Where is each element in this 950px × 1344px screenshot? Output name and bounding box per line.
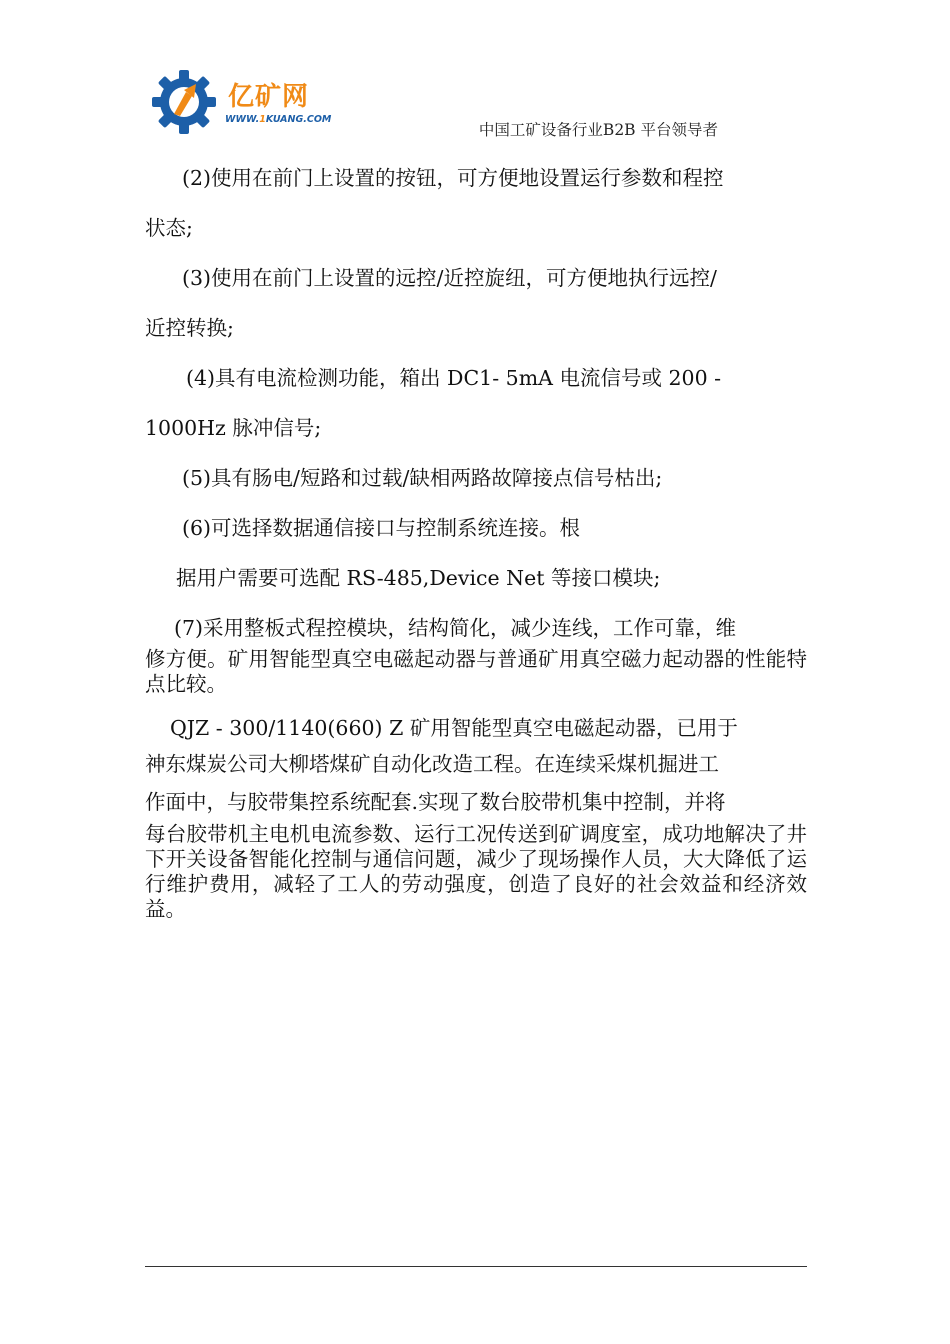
- paragraph-3-line-1: (3)使用在前门上设置的远控/近控旋纽，可方便地执行远控/: [182, 266, 717, 290]
- paragraph-6-line-2: 据用户需要可选配 RS-485,Device Net 等接口模块;: [176, 566, 661, 590]
- footer-divider: [145, 1266, 807, 1267]
- qjz-paragraph-line-3: 作面中，与胶带集控系统配套.实现了数台胶带机集中控制，并将: [145, 790, 726, 814]
- qjz-paragraph-continuation: 每台胶带机主电机电流参数、运行工况传送到矿调度室，成功地解决了井下开关设备智能化控制与通信问题，减少了现场操作人员，大大降低了运行维护费用，减轻了工人的劳动强度，创造了良好的社会效益和经济效益。: [145, 822, 807, 921]
- paragraph-4-line-1: (4)具有电流检测功能，箱出 DC1- 5mA 电流信号或 200 -: [186, 366, 722, 390]
- gear-icon: [150, 68, 222, 140]
- header-tagline: 中国工矿设备行业B2B 平台领导者: [478, 121, 718, 139]
- brand-name: 亿矿网: [228, 82, 310, 112]
- paragraph-7-continuation: 修方便。矿用智能型真空电磁起动器与普通矿用真空磁力起动器的性能特点比较。: [145, 647, 807, 696]
- paragraph-4-line-2: 1000Hz 脉冲信号;: [145, 416, 322, 440]
- paragraph-6-line-1: (6)可选择数据通信接口与控制系统连接。根: [182, 516, 581, 540]
- brand-url: WWW.1KUANG.COM: [225, 114, 332, 125]
- paragraph-5: (5)具有肠电/短路和过载/缺相两路故障接点信号枯出;: [182, 466, 663, 490]
- qjz-paragraph-line-1: QJZ - 300/1140(660) Z 矿用智能型真空电磁起动器，已用于: [170, 716, 738, 740]
- yikuang-logo: [150, 68, 340, 138]
- paragraph-2-line-1: (2)使用在前门上设置的按钮，可方便地设置运行参数和程控: [182, 166, 724, 190]
- paragraph-7-line-1: (7)采用整板式程控模块，结构简化，减少连线，工作可靠，维: [174, 616, 737, 640]
- paragraph-3-line-2: 近控转换;: [145, 316, 234, 340]
- paragraph-2-line-2: 状态;: [145, 216, 193, 240]
- qjz-paragraph-line-2: 神东煤炭公司大柳塔煤矿自动化改造工程。在连续采煤机掘进工: [145, 752, 719, 776]
